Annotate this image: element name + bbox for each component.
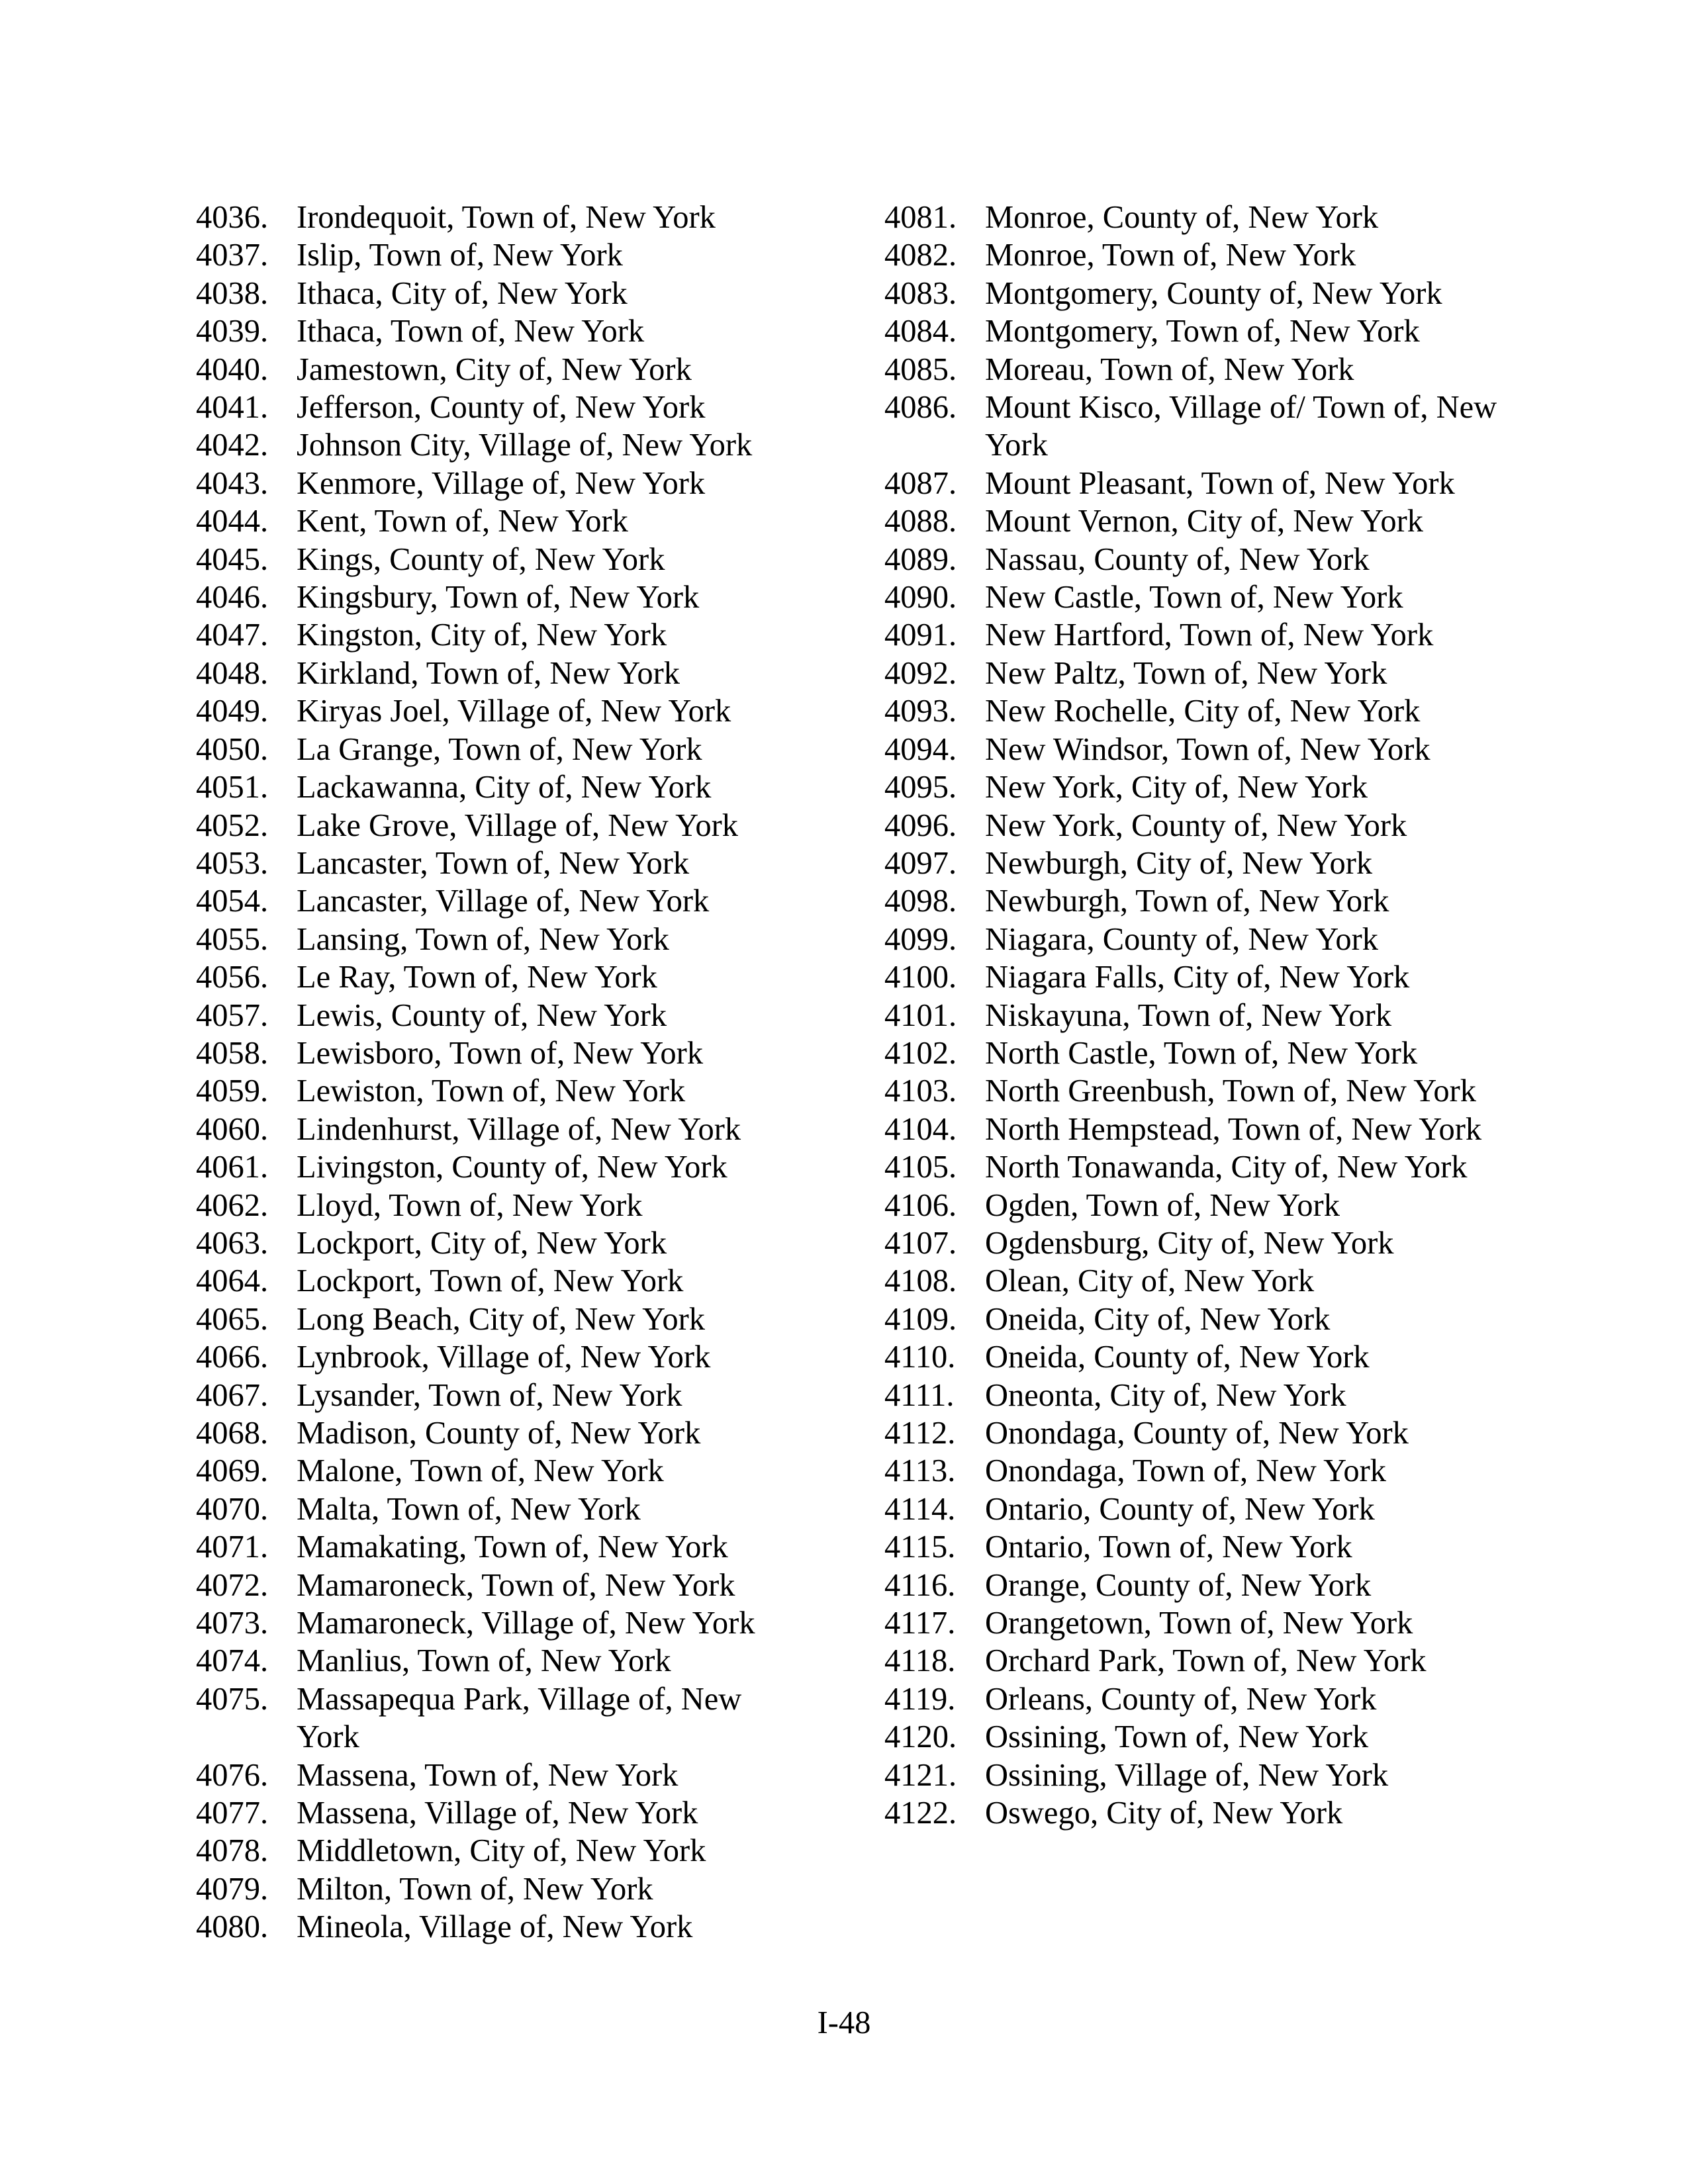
entry-number: 4105.	[884, 1150, 957, 1185]
entry-number: 4084.	[884, 314, 957, 349]
page-number: I-48	[817, 2005, 871, 2040]
list-item	[884, 958, 1507, 996]
list-item	[884, 1338, 1507, 1376]
entry-number: 4069.	[196, 1453, 269, 1489]
entry-name: Lewiston, Town of, New York	[297, 1073, 686, 1109]
entry-number: 4040.	[196, 351, 269, 387]
entry-number: 4085.	[884, 351, 957, 387]
entry-name: Massena, Village of, New York	[297, 1796, 698, 1831]
entry-number: 4042.	[196, 428, 269, 463]
list-item	[196, 236, 792, 274]
entry-number: 4106.	[884, 1187, 957, 1223]
list-item	[196, 1224, 792, 1262]
list-item	[884, 351, 1507, 388]
entry-number: 4066.	[196, 1340, 269, 1375]
list-item	[884, 1187, 1507, 1224]
entry-name: Mount Vernon, City of, New York	[985, 504, 1423, 539]
entry-name: Montgomery, County of, New York	[985, 275, 1442, 311]
list-item	[196, 465, 792, 502]
entry-name: Oneida, City of, New York	[985, 1301, 1331, 1337]
list-item	[884, 616, 1507, 654]
list-item	[196, 1604, 792, 1642]
entry-name: Ogden, Town of, New York	[985, 1187, 1340, 1223]
entry-name: Ithaca, Town of, New York	[297, 314, 645, 349]
entry-name: Orangetown, Town of, New York	[985, 1606, 1413, 1641]
list-item	[884, 882, 1507, 920]
entry-name: Mineola, Village of, New York	[297, 1909, 693, 1945]
entry-name: Le Ray, Town of, New York	[297, 960, 657, 995]
entry-name: Moreau, Town of, New York	[985, 351, 1354, 387]
list-item	[884, 1148, 1507, 1186]
entry-number: 4109.	[884, 1301, 957, 1337]
entry-number: 4074.	[196, 1643, 269, 1679]
entry-number: 4077.	[196, 1796, 269, 1831]
list-item	[884, 541, 1507, 578]
list-item	[196, 1832, 792, 1870]
entry-name: Kent, Town of, New York	[297, 504, 628, 539]
list-item	[196, 275, 792, 312]
list-item	[884, 1528, 1507, 1566]
entry-number: 4094.	[884, 731, 957, 767]
entry-name: New Rochelle, City of, New York	[985, 694, 1421, 729]
entry-number: 4103.	[884, 1073, 957, 1109]
entry-name: New York, City of, New York	[985, 770, 1368, 805]
list-item	[196, 844, 792, 882]
list-item	[884, 1034, 1507, 1072]
list-item	[196, 541, 792, 578]
list-item	[196, 807, 792, 844]
entry-name: Lancaster, Town of, New York	[297, 845, 690, 881]
entry-number: 4051.	[196, 770, 269, 805]
entry-name: Malone, Town of, New York	[297, 1453, 664, 1489]
list-item	[884, 1604, 1507, 1642]
entry-name: Mamaroneck, Village of, New York	[297, 1606, 755, 1641]
entry-number: 4083.	[884, 275, 957, 311]
entry-number: 4087.	[884, 465, 957, 501]
entry-number: 4108.	[884, 1263, 957, 1299]
list-item	[196, 1794, 792, 1832]
entry-name: Kings, County of, New York	[297, 541, 665, 577]
list-item	[196, 1490, 792, 1528]
entry-name: North Hempstead, Town of, New York	[985, 1111, 1482, 1147]
entry-name: La Grange, Town of, New York	[297, 731, 702, 767]
entry-name: Lancaster, Village of, New York	[297, 884, 710, 919]
entry-name: Ossining, Town of, New York	[985, 1719, 1369, 1755]
list-item	[196, 1642, 792, 1680]
entry-name: Kingston, City of, New York	[297, 617, 667, 653]
entry-number: 4079.	[196, 1871, 269, 1907]
entry-number: 4114.	[884, 1491, 956, 1527]
list-item	[196, 958, 792, 996]
entry-name: Massena, Town of, New York	[297, 1757, 679, 1793]
entry-name: Oswego, City of, New York	[985, 1796, 1343, 1831]
entry-number: 4120.	[884, 1719, 957, 1755]
entry-name: Kingsbury, Town of, New York	[297, 580, 700, 615]
entry-number: 4081.	[884, 200, 957, 235]
entry-name: Oneonta, City of, New York	[985, 1377, 1346, 1413]
entry-name: Manlius, Town of, New York	[297, 1643, 671, 1679]
entry-name: Lake Grove, Village of, New York	[297, 807, 738, 843]
list-item	[196, 616, 792, 654]
entry-name: Monroe, County of, New York	[985, 200, 1379, 235]
entry-number: 4057.	[196, 997, 269, 1033]
entry-number: 4110.	[884, 1340, 956, 1375]
entry-number: 4059.	[196, 1073, 269, 1109]
entry-name: Islip, Town of, New York	[297, 238, 623, 273]
list-item	[196, 1300, 792, 1338]
list-item	[196, 199, 792, 236]
list-item	[196, 312, 792, 350]
entry-number: 4097.	[884, 845, 957, 881]
entry-name: Jamestown, City of, New York	[297, 351, 692, 387]
list-item	[196, 655, 792, 692]
list-item	[884, 578, 1507, 616]
entry-number: 4086.	[884, 390, 957, 426]
entry-name: Lloyd, Town of, New York	[297, 1187, 643, 1223]
entry-name: Kiryas Joel, Village of, New York	[297, 694, 731, 729]
list-item	[196, 1452, 792, 1490]
entry-name: New Castle, Town of, New York	[985, 580, 1403, 615]
entry-number: 4088.	[884, 504, 957, 539]
entry-number: 4112.	[884, 1416, 956, 1451]
list-item	[884, 1224, 1507, 1262]
list-item	[884, 1072, 1507, 1110]
list-item	[884, 1756, 1507, 1794]
entry-number: 4098.	[884, 884, 957, 919]
entry-number: 4073.	[196, 1606, 269, 1641]
entry-number: 4080.	[196, 1909, 269, 1945]
list-item	[884, 1452, 1507, 1490]
entry-name: Niagara Falls, City of, New York	[985, 960, 1410, 995]
list-item	[196, 426, 792, 464]
entry-name: Irondequoit, Town of, New York	[297, 200, 716, 235]
entry-name: Mount Kisco, Village of/ Town of, New York	[985, 390, 1497, 463]
list-item	[884, 465, 1507, 502]
entry-name: Kirkland, Town of, New York	[297, 655, 680, 691]
entry-number: 4092.	[884, 655, 957, 691]
entry-number: 4078.	[196, 1833, 269, 1869]
list-item	[196, 502, 792, 540]
list-item	[196, 578, 792, 616]
entry-number: 4119.	[884, 1681, 956, 1717]
entry-name: Johnson City, Village of, New York	[297, 428, 753, 463]
entry-number: 4100.	[884, 960, 957, 995]
list-item	[884, 502, 1507, 540]
entry-name: Newburgh, City of, New York	[985, 845, 1373, 881]
entry-name: Olean, City of, New York	[985, 1263, 1315, 1299]
entry-name: Onondaga, Town of, New York	[985, 1453, 1386, 1489]
list-item	[884, 1567, 1507, 1604]
entry-number: 4045.	[196, 541, 269, 577]
entry-number: 4064.	[196, 1263, 269, 1299]
entry-number: 4104.	[884, 1111, 957, 1147]
entry-number: 4062.	[196, 1187, 269, 1223]
entry-number: 4046.	[196, 580, 269, 615]
entry-number: 4093.	[884, 694, 957, 729]
entry-name: New Hartford, Town of, New York	[985, 617, 1434, 653]
entry-name: Lansing, Town of, New York	[297, 921, 669, 957]
entry-number: 4096.	[884, 807, 957, 843]
list-item	[196, 921, 792, 958]
entry-number: 4113.	[884, 1453, 956, 1489]
entry-name: Mount Pleasant, Town of, New York	[985, 465, 1455, 501]
entry-number: 4075.	[196, 1681, 269, 1717]
list-item	[884, 844, 1507, 882]
entry-name: Lackawanna, City of, New York	[297, 770, 712, 805]
entry-number: 4099.	[884, 921, 957, 957]
entry-number: 4070.	[196, 1491, 269, 1527]
entry-number: 4053.	[196, 845, 269, 881]
entry-number: 4063.	[196, 1225, 269, 1261]
entry-number: 4076.	[196, 1757, 269, 1793]
entry-number: 4039.	[196, 314, 269, 349]
entry-name: Lynbrook, Village of, New York	[297, 1340, 711, 1375]
list-item	[196, 768, 792, 806]
entry-name: Niskayuna, Town of, New York	[985, 997, 1392, 1033]
list-item	[196, 1414, 792, 1452]
list-item	[884, 997, 1507, 1034]
list-item	[884, 807, 1507, 844]
list-item	[196, 882, 792, 920]
list-item	[884, 236, 1507, 274]
list-item	[884, 1262, 1507, 1300]
entry-number: 4048.	[196, 655, 269, 691]
entry-name: Lockport, Town of, New York	[297, 1263, 684, 1299]
list-item	[884, 1414, 1507, 1452]
entry-name: Ithaca, City of, New York	[297, 275, 628, 311]
entry-number: 4072.	[196, 1567, 269, 1603]
list-item	[196, 1148, 792, 1186]
entry-name: North Greenbush, Town of, New York	[985, 1073, 1477, 1109]
entry-name: Niagara, County of, New York	[985, 921, 1379, 957]
list-item	[884, 692, 1507, 730]
entry-number: 4043.	[196, 465, 269, 501]
entry-name: Kenmore, Village of, New York	[297, 465, 706, 501]
list-item	[196, 1072, 792, 1110]
list-item	[884, 921, 1507, 958]
list-item	[884, 1111, 1507, 1148]
entry-name: Newburgh, Town of, New York	[985, 884, 1389, 919]
list-item	[884, 768, 1507, 806]
list-item	[196, 1870, 792, 1908]
entry-name: Ontario, Town of, New York	[985, 1529, 1352, 1565]
entry-name: Lewisboro, Town of, New York	[297, 1035, 704, 1071]
entry-number: 4101.	[884, 997, 957, 1033]
entry-number: 4107.	[884, 1225, 957, 1261]
entry-name: Orchard Park, Town of, New York	[985, 1643, 1427, 1679]
list-item	[196, 1756, 792, 1794]
entry-number: 4041.	[196, 390, 269, 426]
entry-name: North Castle, Town of, New York	[985, 1035, 1418, 1071]
list-item	[884, 731, 1507, 768]
entry-name: Mamaroneck, Town of, New York	[297, 1567, 735, 1603]
entry-number: 4054.	[196, 884, 269, 919]
entry-number: 4095.	[884, 770, 957, 805]
entry-number: 4047.	[196, 617, 269, 653]
entry-number: 4071.	[196, 1529, 269, 1565]
entry-name: Middletown, City of, New York	[297, 1833, 706, 1869]
list-item	[196, 997, 792, 1034]
list-item	[196, 1034, 792, 1072]
entry-number: 4037.	[196, 238, 269, 273]
entry-number: 4061.	[196, 1150, 269, 1185]
list-item	[196, 388, 792, 426]
list-item	[196, 1528, 792, 1566]
entry-number: 4050.	[196, 731, 269, 767]
list-item	[884, 1642, 1507, 1680]
entry-number: 4060.	[196, 1111, 269, 1147]
list-item	[884, 1300, 1507, 1338]
entry-number: 4116.	[884, 1567, 956, 1603]
entry-name: Monroe, Town of, New York	[985, 238, 1356, 273]
entry-number: 4091.	[884, 617, 957, 653]
entry-name: Orleans, County of, New York	[985, 1681, 1377, 1717]
entry-name: Onondaga, County of, New York	[985, 1416, 1409, 1451]
entry-number: 4056.	[196, 960, 269, 995]
entry-name: Nassau, County of, New York	[985, 541, 1370, 577]
list-item	[884, 1377, 1507, 1414]
entry-number: 4111.	[884, 1377, 955, 1413]
entry-name: Lockport, City of, New York	[297, 1225, 667, 1261]
entry-number: 4055.	[196, 921, 269, 957]
list-item	[196, 1338, 792, 1376]
entry-number: 4065.	[196, 1301, 269, 1337]
list-item	[196, 1908, 792, 1946]
entry-number: 4082.	[884, 238, 957, 273]
entry-number: 4090.	[884, 580, 957, 615]
entry-name: Ontario, County of, New York	[985, 1491, 1375, 1527]
entry-number: 4049.	[196, 694, 269, 729]
entry-name: Madison, County of, New York	[297, 1416, 701, 1451]
entry-name: Ossining, Village of, New York	[985, 1757, 1389, 1793]
entry-number: 4052.	[196, 807, 269, 843]
list-item	[196, 351, 792, 388]
entry-number: 4117.	[884, 1606, 956, 1641]
entry-number: 4058.	[196, 1035, 269, 1071]
entry-name: New York, County of, New York	[985, 807, 1407, 843]
entry-name: Lewis, County of, New York	[297, 997, 667, 1033]
entry-name: Jefferson, County of, New York	[297, 390, 706, 426]
entry-number: 4089.	[884, 541, 957, 577]
list-item	[196, 1567, 792, 1604]
entry-number: 4044.	[196, 504, 269, 539]
entry-name: Lysander, Town of, New York	[297, 1377, 682, 1413]
entry-number: 4068.	[196, 1416, 269, 1451]
entry-name: Malta, Town of, New York	[297, 1491, 641, 1527]
entry-name: Massapequa Park, Village of, New York	[297, 1681, 742, 1755]
entry-name: North Tonawanda, City of, New York	[985, 1150, 1468, 1185]
list-item	[196, 1680, 792, 1756]
entry-number: 4067.	[196, 1377, 269, 1413]
left-column-list	[196, 199, 792, 1946]
list-item	[196, 1377, 792, 1414]
entry-name: New Paltz, Town of, New York	[985, 655, 1387, 691]
list-item	[884, 1680, 1507, 1718]
entry-number: 4036.	[196, 200, 269, 235]
entry-number: 4118.	[884, 1643, 956, 1679]
entry-name: Livingston, County of, New York	[297, 1150, 727, 1185]
entry-name: Milton, Town of, New York	[297, 1871, 653, 1907]
entry-name: Ogdensburg, City of, New York	[985, 1225, 1394, 1261]
entry-name: New Windsor, Town of, New York	[985, 731, 1430, 767]
entry-name: Oneida, County of, New York	[985, 1340, 1370, 1375]
right-column-list	[884, 199, 1507, 1832]
list-item	[884, 312, 1507, 350]
list-item	[196, 731, 792, 768]
list-item	[884, 1718, 1507, 1756]
list-item	[884, 1490, 1507, 1528]
list-item	[196, 1111, 792, 1148]
entry-name: Montgomery, Town of, New York	[985, 314, 1420, 349]
entry-number: 4102.	[884, 1035, 957, 1071]
list-item	[884, 275, 1507, 312]
entry-number: 4121.	[884, 1757, 957, 1793]
list-item	[884, 655, 1507, 692]
list-item	[884, 199, 1507, 236]
list-item	[884, 388, 1507, 465]
entry-number: 4122.	[884, 1796, 957, 1831]
list-item	[196, 1262, 792, 1300]
entry-number: 4038.	[196, 275, 269, 311]
entry-name: Lindenhurst, Village of, New York	[297, 1111, 741, 1147]
entry-number: 4115.	[884, 1529, 956, 1565]
entry-name: Mamakating, Town of, New York	[297, 1529, 728, 1565]
list-item	[196, 1187, 792, 1224]
list-item	[196, 692, 792, 730]
entry-name: Long Beach, City of, New York	[297, 1301, 705, 1337]
entry-name: Orange, County of, New York	[985, 1567, 1372, 1603]
list-item	[884, 1794, 1507, 1832]
